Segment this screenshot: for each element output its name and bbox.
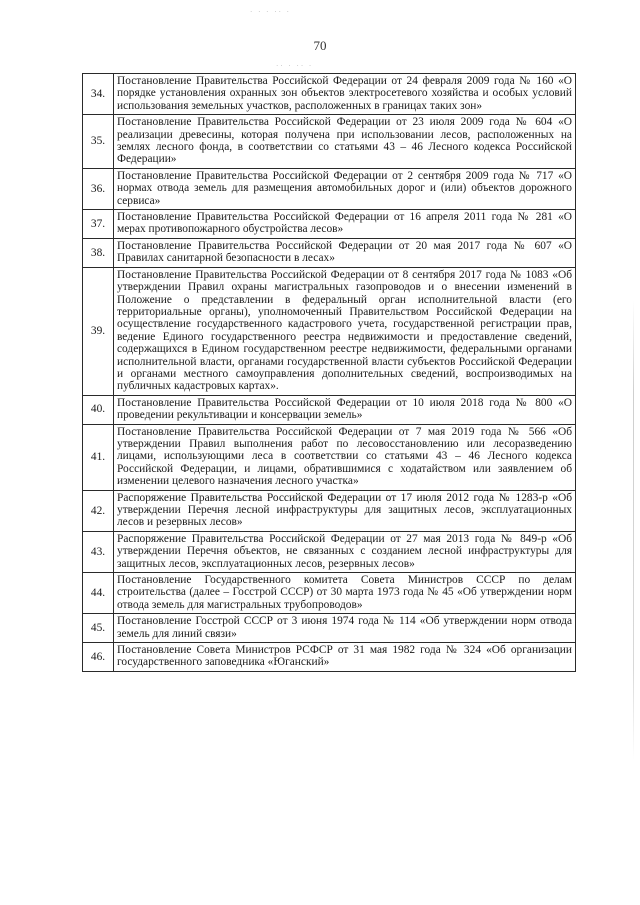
- row-text: Постановление Правительства Российской Федерации от 20 мая 2017 года № 607 «О Правилах санитарной безопасности в лесах»: [114, 238, 576, 267]
- row-text: Постановление Госстрой СССР от 3 июня 1974 года № 114 «Об утверждении норм отвода земель для линий связи»: [114, 614, 576, 643]
- row-number: 39.: [83, 267, 114, 395]
- row-number: 44.: [83, 573, 114, 614]
- row-number: 34.: [83, 74, 114, 115]
- row-number: 45.: [83, 614, 114, 643]
- row-text: Постановление Совета Министров РСФСР от 31 мая 1982 года № 324 «Об организации государственного заповедника «Юганский»: [114, 643, 576, 672]
- table-row: [83, 74, 576, 115]
- row-text: Постановление Государственного комитета Совета Министров СССР по делам строительства (далее – Госстрой СССР) от 30 марта 1973 года № 45 «Об утверждении норм отвода земель для магистральных трубопроводов»: [114, 573, 576, 614]
- table-row: [83, 643, 576, 672]
- table-row: [83, 531, 576, 572]
- table-row: [83, 238, 576, 267]
- page-number: 70: [313, 38, 327, 53]
- row-text: Постановление Правительства Российской Федерации от 23 июля 2009 года № 604 «О реализации древесины, которая получена при использовании лесов, расположенных на землях лесного фонда, в соответствии со статьями 43 – 46 Лесного кодекса Российской Федерации»: [114, 115, 576, 169]
- row-text: Постановление Правительства Российской Федерации от 24 февраля 2009 года № 160 «О порядке установления охранных зон объектов электросетевого хозяйства и особых условий использования земельных участков, расположенных в границах таких зон»: [114, 74, 576, 115]
- row-number: 38.: [83, 238, 114, 267]
- row-number: 36.: [83, 168, 114, 209]
- row-text: Постановление Правительства Российской Федерации от 16 апреля 2011 года № 281 «О мерах противопожарного обустройства лесов»: [114, 210, 576, 239]
- row-number: 35.: [83, 115, 114, 169]
- row-number: 46.: [83, 643, 114, 672]
- table-row: [83, 168, 576, 209]
- table-row: [83, 210, 576, 239]
- row-text: Распоряжение Правительства Российской Федерации от 27 мая 2013 года № 849-р «Об утверждении Перечня объектов, не связанных с созданием лесной инфраструктуры для защитных лесов, эксплуатационных лесов, резервных лесов»: [114, 531, 576, 572]
- regulations-table: [82, 73, 576, 672]
- table-row: [83, 490, 576, 531]
- table-row: [83, 424, 576, 490]
- row-number: 37.: [83, 210, 114, 239]
- table-row: [83, 395, 576, 424]
- row-text: Постановление Правительства Российской Федерации от 2 сентября 2009 года № 717 «О нормах отвода земель для размещения автомобильных дорог и (или) объектов дорожного сервиса»: [114, 168, 576, 209]
- row-number: 41.: [83, 424, 114, 490]
- table-row: [83, 115, 576, 169]
- table-row: [83, 573, 576, 614]
- row-number: 43.: [83, 531, 114, 572]
- row-text: Постановление Правительства Российской Федерации от 10 июля 2018 года № 800 «О проведении рекультивации и консервации земель»: [114, 395, 576, 424]
- row-text: Постановление Правительства Российской Федерации от 7 мая 2019 года № 566 «Об утверждении Правил выполнения работ по лесовосстановлению или лесоразведению лицами, использующими леса в соответствии со статьями 43 – 46 Лесного кодекса Российской Федерации, и лицами, обратившимися с ходатайством или заявлением об изменении целевого назначения лесного участка»: [114, 424, 576, 490]
- row-number: 42.: [83, 490, 114, 531]
- row-text: Постановление Правительства Российской Федерации от 8 сентября 2017 года № 1083 «Об утверждении Правил охраны магистральных газопроводов и о внесении изменений в Положение о представлении в федеральный орган исполнительной власти (его территориальные органы), уполномоченный Правительством Российской Федерации на осуществление государственного кадастрового учета, государственной регистрации прав, ведение Единого государственного реестра недвижимости и предоставление сведений, содержащихся в Едином государственном реестре недвижимости, федеральными органами исполнительной власти, органами государственной власти субъектов Российской Федерации и органами местного самоуправления дополнительных сведений, воспроизводимых на публичных кадастровых картах».: [114, 267, 576, 395]
- table-row: [83, 614, 576, 643]
- scan-noise-top: · · · ·· ·: [250, 8, 291, 16]
- row-text: Распоряжение Правительства Российской Федерации от 17 июля 2012 года № 1283-р «Об утверждении Перечня лесной инфраструктуры для защитных лесов, эксплуатационных лесов и резервных лесов»: [114, 490, 576, 531]
- table-row: [83, 267, 576, 395]
- scan-edge-line: [633, 300, 634, 760]
- scan-noise-mid: ·· · ·· ·: [276, 62, 314, 70]
- row-number: 40.: [83, 395, 114, 424]
